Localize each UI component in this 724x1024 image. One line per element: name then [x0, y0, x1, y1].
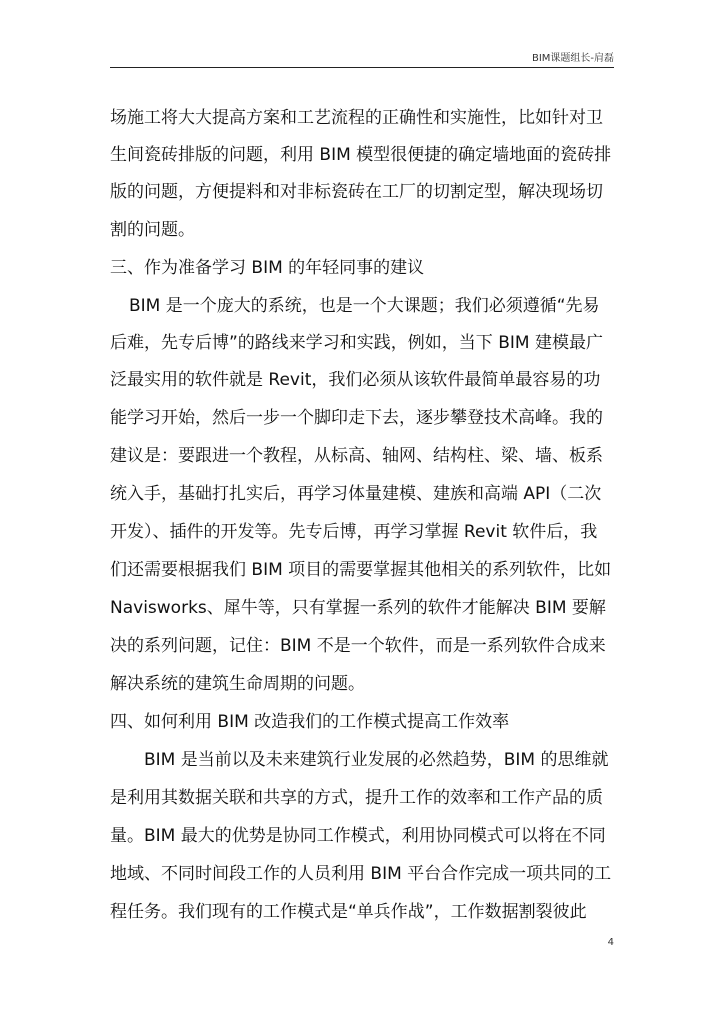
section-heading-3: 三、作为准备学习 BIM 的年轻同事的建议: [110, 258, 425, 278]
page-number: 4: [607, 937, 614, 948]
body-line-18: BIM 是当前以及未来建筑行业发展的必然趋势，BIM 的思维就: [144, 750, 609, 770]
body-line-22: 程任务。我们现有的工作模式是“单兵作战”，工作数据割裂彼此: [110, 902, 587, 922]
body-line-6: BIM 是一个庞大的系统，也是一个大课题；我们必须遵循“先易: [129, 296, 600, 316]
body-line-11: 统入手，基础打扎实后，再学习体量建模、建族和高端 API（二次: [110, 484, 602, 504]
body-line-10: 建议是：要跟进一个教程，从标高、轴网、结构柱、梁、墙、板系: [110, 446, 603, 466]
body-line-16: 解决系统的建筑生命周期的问题。: [110, 674, 365, 694]
body-line-9: 能学习开始，然后一步一个脚印走下去，逐步攀登技术高峰。我的: [110, 408, 603, 428]
body-line-2: 生间瓷砖排版的问题，利用 BIM 模型很便捷的确定墙地面的瓷砖排: [110, 145, 612, 165]
body-line-13: 们还需要根据我们 BIM 项目的需要掌握其他相关的系列软件，比如: [110, 560, 612, 580]
body-line-7: 后难，先专后博”的路线来学习和实践，例如，当下 BIM 建模最广: [110, 333, 603, 353]
body-line-21: 地域、不同时间段工作的人员利用 BIM 平台合作完成一项共同的工: [110, 864, 612, 884]
body-line-4: 割的问题。: [110, 220, 195, 240]
section-heading-4: 四、如何利用 BIM 改造我们的工作模式提高工作效率: [110, 712, 510, 732]
body-line-12: 开发）、插件的开发等。先专后博，再学习掌握 Revit 软件后，我: [110, 522, 598, 542]
body-line-14: Navisworks、犀牛等，只有掌握一系列的软件才能解决 BIM 要解: [110, 598, 606, 618]
page-header: BIM课题组长-肩磊: [531, 53, 614, 64]
body-line-3: 版的问题，方便提料和对非标瓷砖在工厂的切割定型，解决现场切: [110, 182, 603, 202]
header-rule: [110, 67, 614, 68]
body-line-20: 量。BIM 最大的优势是协同工作模式，利用协同模式可以将在不同: [110, 826, 606, 846]
body-line-1: 场施工将大大提高方案和工艺流程的正确性和实施性，比如针对卫: [110, 108, 603, 128]
body-line-15: 决的系列问题，记住：BIM 不是一个软件，而是一系列软件合成来: [110, 636, 606, 656]
body-line-19: 是利用其数据关联和共享的方式，提升工作的效率和工作产品的质: [110, 788, 603, 808]
body-line-8: 泛最实用的软件就是 Revit，我们必须从该软件最简单最容易的功: [110, 370, 601, 390]
